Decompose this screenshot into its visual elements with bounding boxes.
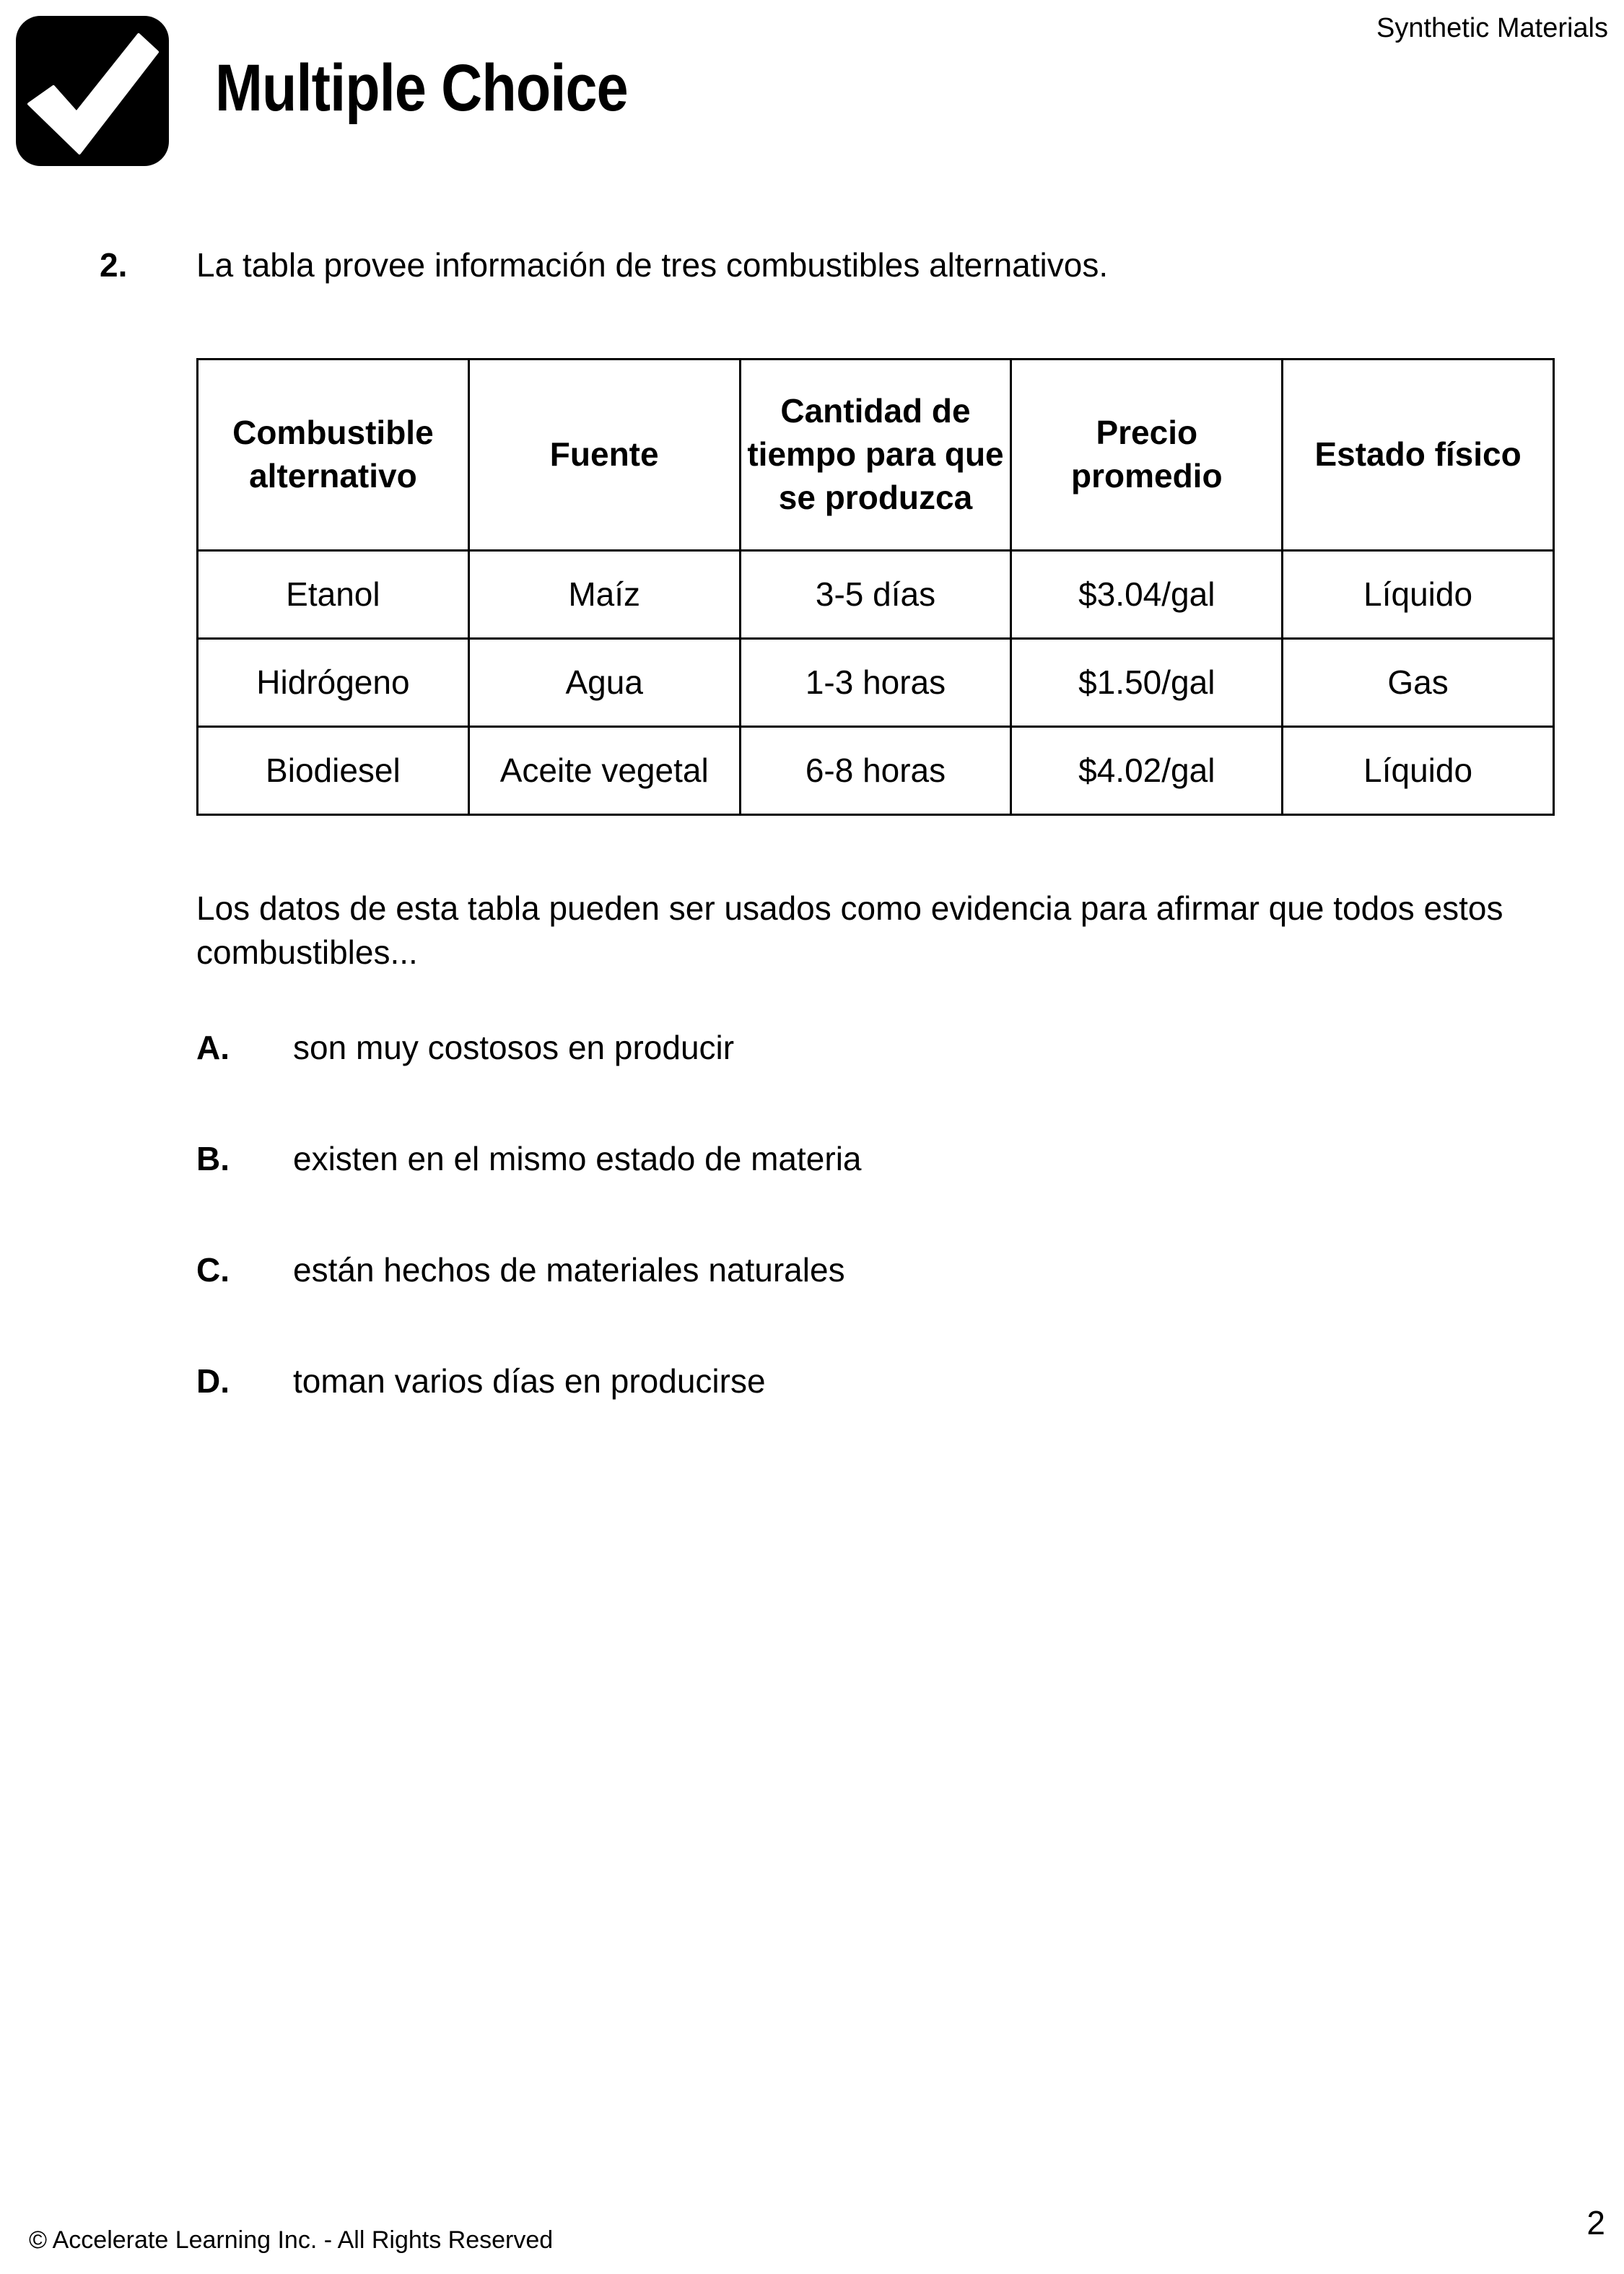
table-cell: Agua [468,639,740,727]
copyright-footer: © Accelerate Learning Inc. - All Rights Reserved [29,2226,554,2254]
table-cell: $1.50/gal [1011,639,1283,727]
table-cell: Líquido [1283,551,1554,639]
table-cell: Líquido [1283,727,1554,815]
question-stem: La tabla provee información de tres combustibles alternativos. [196,246,1109,284]
table-cell: 6-8 horas [740,727,1011,815]
choice-text: están hechos de materiales naturales [293,1251,845,1289]
choice-letter: D. [196,1362,230,1400]
table-cell: $4.02/gal [1011,727,1283,815]
checkmark-badge [16,16,169,166]
question-number: 2. [100,246,128,284]
choice-letter: B. [196,1140,230,1177]
table-header-cell: Cantidad de tiempo para que se produzca [740,360,1011,551]
table-header-cell: Precio promedio [1011,360,1283,551]
table-header-row [198,360,1554,551]
table-cell: Maíz [468,551,740,639]
table-cell: Hidrógeno [198,639,469,727]
table-header-cell: Combustible alternativo [198,360,469,551]
question-prompt: Los datos de esta tabla pueden ser usados como evidencia para afirmar que todos estos combustibles... [196,889,1503,971]
table-header-cell: Fuente [468,360,740,551]
fuel-table [196,358,1555,816]
choice-letter: A. [196,1029,230,1066]
choice-text: existen en el mismo estado de materia [293,1140,862,1177]
table-cell: 3-5 días [740,551,1011,639]
table-cell: Etanol [198,551,469,639]
section-title: Multiple Choice [215,51,628,125]
table-row [198,639,1554,727]
table-header-cell: Estado físico [1283,360,1554,551]
checkmark-icon [16,16,169,166]
table-cell: 1-3 horas [740,639,1011,727]
table-cell: Aceite vegetal [468,727,740,815]
table-cell: Gas [1283,639,1554,727]
running-head: Synthetic Materials [1376,13,1608,43]
table-row [198,727,1554,815]
choice-letter: C. [196,1251,230,1289]
page-number: 2 [1586,2204,1605,2242]
choice-text: son muy costosos en producir [293,1029,735,1066]
table-cell: $3.04/gal [1011,551,1283,639]
table-cell: Biodiesel [198,727,469,815]
choice-text: toman varios días en producirse [293,1362,766,1400]
table-row [198,551,1554,639]
